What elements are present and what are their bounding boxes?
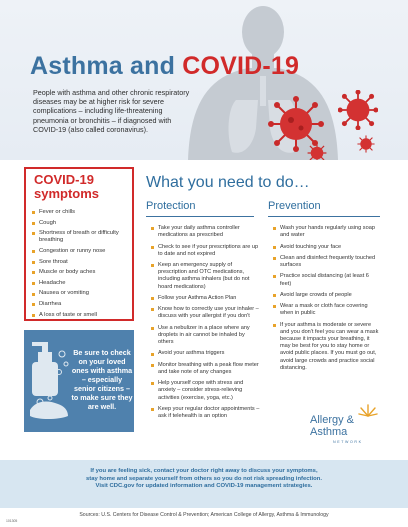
title-asthma: Asthma and [30, 52, 183, 80]
allergy-asthma-network-logo [310, 402, 380, 442]
symptoms-box [24, 167, 134, 321]
check-on-text: Be sure to check on your loved ones with asthma – especially senior citizens – to make sure they are well. [71, 348, 133, 411]
prevention-heading: Prevention [268, 200, 321, 212]
list-item: Help yourself cope with stress and anxiety – consider stress-relieving activities (exercise, yoga, etc.) [150, 380, 260, 402]
list-item: Shortness of breath or difficulty breathing [32, 230, 132, 244]
list-item: Practice social distancing (at least 6 feet) [272, 273, 380, 287]
list-item: Fever or chills [32, 209, 132, 216]
logo-line3: NETWORK [333, 440, 363, 444]
list-item: Avoid large crowds of people [272, 292, 380, 299]
notice-line1: If you are feeling sick, contact your doctor right away to discuss your symptoms, [90, 468, 318, 474]
symptoms-title-line1: COVID-19 [34, 172, 94, 187]
title-covid: COVID-19 [182, 52, 300, 80]
list-item: Nausea or vomiting [32, 290, 132, 297]
logo-line2: Asthma [310, 426, 348, 438]
list-item: Keep an emergency supply of prescription and OTC medications, including asthma inhalers (but do not hoard medications) [150, 262, 260, 291]
check-on-loved-ones-box [24, 330, 134, 432]
symptoms-list [32, 209, 132, 322]
sources-text: Sources: U.S. Centers for Disease Control & Prevention; American College of Allergy, Asthma & Immunology [79, 512, 329, 518]
header-banner [0, 0, 408, 160]
list-item: Headache [32, 280, 132, 287]
notice-line3: Visit CDC.gov for updated information and COVID-19 management strategies. [95, 483, 313, 490]
list-item: Wash your hands regularly using soap and water [272, 225, 380, 239]
symptoms-title-line2: symptoms [34, 186, 100, 201]
virus-icon [306, 142, 328, 160]
notice-line2: stay home and separate yourself from others so you do not risk spreading infection. [85, 475, 322, 482]
section-heading: What you need to do… [146, 174, 310, 191]
symptoms-title [34, 173, 99, 201]
notice-text [30, 468, 378, 491]
bottom-notice-band [0, 460, 408, 508]
list-item: Use a nebulizer in a place where any droplets in air cannot be inhaled by others [150, 325, 260, 347]
protection-heading: Protection [146, 200, 196, 212]
document-code: 101305 [6, 519, 18, 523]
list-item: Cough [32, 220, 132, 227]
list-item: Keep your regular doctor appointments – ask if telehealth is an option [150, 406, 260, 420]
sun-burst-icon [358, 402, 378, 418]
intro-paragraph: People with asthma and other chronic respiratory diseases may be at higher risk for severe complications – including life-threatening pneumonia or bronchitis – if diagnosed with COVID-19 (also called coronavirus). [33, 88, 190, 134]
page-title [30, 52, 299, 81]
list-item: Check to see if your prescriptions are up to date and not expired [150, 244, 260, 258]
soap-dispenser-icon [28, 340, 72, 426]
protection-divider [146, 216, 254, 217]
protection-list [150, 225, 260, 424]
prevention-list [272, 225, 380, 376]
virus-icon [338, 90, 378, 130]
list-item: Muscle or body aches [32, 269, 132, 276]
list-item: Wear a mask or cloth face covering when in public [272, 303, 380, 317]
list-item: Avoid your asthma triggers [150, 350, 260, 357]
list-item: Clean and disinfect frequently touched surfaces [272, 255, 380, 269]
list-item: Monitor breathing with a peak flow meter and take note of any changes [150, 362, 260, 376]
list-item: Sore throat [32, 259, 132, 266]
list-item: A loss of taste or smell [32, 312, 132, 319]
virus-icon [356, 134, 376, 154]
logo-line1: Allergy & [310, 414, 355, 426]
list-item: Follow your Asthma Action Plan [150, 295, 260, 302]
prevention-divider [268, 216, 380, 217]
list-item: Diarrhea [32, 301, 132, 308]
list-item: If your asthma is moderate or severe and you don't feel you can wear a mask because it impacts your breathing, it may be best for you to stay home or avoid public places. If you must go out, avoid large crowds and practice social distancing. [272, 322, 380, 372]
list-item: Congestion or runny nose [32, 248, 132, 255]
list-item: Take your daily asthma controller medications as prescribed [150, 225, 260, 239]
list-item: Know how to correctly use your inhaler – discuss with your allergist if you don't [150, 306, 260, 320]
list-item: Avoid touching your face [272, 244, 380, 251]
